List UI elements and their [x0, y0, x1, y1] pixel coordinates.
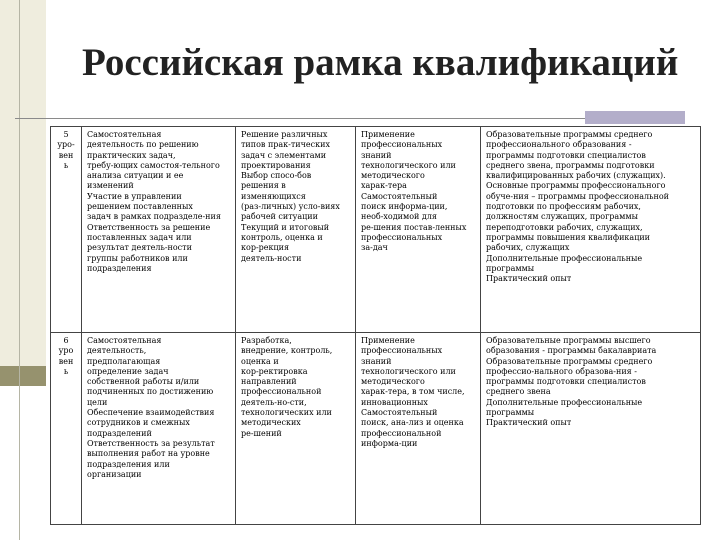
cell-text-line: Участие в управлении: [87, 191, 182, 201]
cell-text-line: рабочей ситуации: [241, 212, 318, 222]
cell-text-line: рабочих, служащих: [486, 243, 570, 253]
table-row: [51, 333, 701, 525]
cell-text-line: сотрудников и смежных: [87, 418, 190, 428]
cell-text-line: выполнения работ на уровне: [87, 449, 210, 459]
cell-text-line: технологического или: [361, 366, 456, 376]
cell-text-line: ь: [63, 160, 69, 170]
cell-text-line: Образовательные программы среднего: [486, 356, 653, 366]
cell-text-line: Применение: [361, 336, 415, 345]
cell-text-line: практических задач,: [87, 150, 176, 160]
cell-text-line: деятельность,: [87, 346, 147, 356]
cell-text-line: деятельность по решению: [87, 140, 199, 150]
cell-text-line: Применение: [361, 130, 415, 139]
cell-text-line: Дополнительные профессиональные: [486, 397, 643, 407]
cell-text-line: деятель-ности: [241, 253, 302, 263]
cell-text-line: Решение различных: [241, 130, 328, 139]
cell-text-line: Образовательные программы высшего: [486, 336, 651, 345]
decor-vertical-line: [19, 0, 20, 540]
title-underline: [15, 118, 585, 119]
cell-text-line: цели: [87, 397, 108, 407]
cell-text-line: Самостоятельный: [361, 408, 438, 418]
cell-text-line: Ответственность за результат: [87, 438, 215, 448]
cell-text-line: кор-ректировка: [241, 366, 308, 376]
cell-text-line: изменяющихся: [241, 191, 306, 201]
cell-text-line: Ответственность за решение: [87, 222, 211, 232]
cell-text-line: харак-тера, в том числе,: [361, 387, 465, 397]
decor-accent-bar: [585, 111, 685, 124]
competence-cell: [82, 333, 236, 525]
cell-text-line: типов прак-тических: [241, 140, 330, 150]
cell-text-line: задач в рамках подразделе-ния: [87, 212, 221, 222]
knowledge-cell: [356, 127, 481, 333]
level-cell: [51, 333, 82, 525]
cell-text-line: Самостоятельная: [87, 130, 162, 139]
cell-text-line: программы: [486, 263, 535, 273]
cell-text-line: профессиональных: [361, 346, 443, 356]
decor-left-panel: [0, 0, 46, 366]
level-cell: [51, 127, 82, 333]
cell-text-line: подразделения или: [87, 459, 170, 469]
skills-cell: [236, 127, 356, 333]
cell-text-line: Самостоятельный: [361, 191, 438, 201]
cell-text-line: вен: [58, 150, 74, 160]
cell-text-line: программы: [486, 408, 535, 418]
cell-text-line: направлений: [241, 377, 297, 387]
cell-text-line: кор-рекция: [241, 243, 290, 253]
cell-text-line: уро-: [57, 140, 75, 150]
cell-text-line: задач с элементами: [241, 150, 327, 160]
cell-text-line: собственной работы и/или: [87, 377, 200, 387]
cell-text-line: результат деятель-ности: [87, 243, 192, 253]
cell-text-line: профессиональной: [241, 387, 322, 397]
page-title: Российская рамка квалификаций: [82, 41, 679, 84]
cell-text-line: квалифицированных рабочих (служащих).: [486, 171, 666, 181]
cell-text-line: решения в: [241, 181, 286, 191]
cell-text-line: программы повышения квалификации: [486, 232, 651, 242]
cell-text-line: профессио-нального образова-ния -: [486, 366, 637, 376]
cell-text-line: уро: [58, 346, 74, 356]
cell-text-line: среднего звена, программы подготовки: [486, 160, 655, 170]
cell-text-line: Практический опыт: [486, 418, 572, 428]
cell-text-line: ре-шений: [241, 428, 282, 438]
cell-text-line: переподготовки рабочих, служащих,: [486, 222, 643, 232]
cell-text-line: технологического или: [361, 160, 456, 170]
cell-text-line: организации: [87, 469, 142, 479]
cell-text-line: оценка и: [241, 356, 279, 366]
decor-left-accent: [0, 366, 46, 386]
cell-text-line: требу-ющих самостоя-тельного: [87, 160, 220, 170]
cell-text-line: подчиненных по достижению: [87, 387, 214, 397]
competence-cell: [82, 127, 236, 333]
cell-text-line: за-дач: [361, 243, 388, 253]
cell-text-line: анализа ситуации и ее: [87, 171, 184, 181]
cell-text-line: инновационных: [361, 397, 428, 407]
cell-text-line: решением поставленных: [87, 202, 193, 212]
cell-text-line: обуче-ния – программы профессиональной: [486, 191, 669, 201]
cell-text-line: поиск информа-ции,: [361, 202, 448, 212]
cell-text-line: программы подготовки специалистов: [486, 377, 646, 387]
cell-text-line: Основные программы профессионального: [486, 181, 666, 191]
cell-text-line: профессиональной: [361, 428, 442, 438]
qualification-table: [50, 126, 701, 525]
cell-text-line: Дополнительные профессиональные: [486, 253, 643, 263]
cell-text-line: изменений: [87, 181, 134, 191]
cell-text-line: подготовки по профессиям рабочих,: [486, 202, 641, 212]
cell-text-line: харак-тера: [361, 181, 407, 191]
cell-text-line: должностям служащих, программы: [486, 212, 638, 222]
cell-text-line: методического: [361, 171, 425, 181]
cell-text-line: подразделений: [87, 428, 152, 438]
cell-text-line: вен: [58, 356, 74, 366]
cell-text-line: ре-шения постав-ленных: [361, 222, 467, 232]
cell-text-line: образования - программы бакалавриата: [486, 346, 657, 356]
cell-text-line: предполагающая: [87, 356, 161, 366]
cell-text-line: среднего звена: [486, 387, 551, 397]
cell-text-line: внедрение, контроль,: [241, 346, 333, 356]
cell-text-line: поставленных задач или: [87, 232, 192, 242]
cell-text-line: 5: [63, 130, 69, 139]
skills-cell: [236, 333, 356, 525]
cell-text-line: методического: [361, 377, 425, 387]
cell-text-line: подразделения: [87, 263, 152, 273]
cell-text-line: контроль, оценка и: [241, 232, 323, 242]
cell-text-line: программы подготовки специалистов: [486, 150, 646, 160]
cell-text-line: профессиональных: [361, 232, 443, 242]
cell-text-line: знаний: [361, 150, 392, 160]
cell-text-line: информа-ции: [361, 438, 418, 448]
cell-text-line: ь: [63, 366, 69, 376]
cell-text-line: Самостоятельная: [87, 336, 162, 345]
cell-text-line: Практический опыт: [486, 274, 572, 284]
cell-text-line: профессиональных: [361, 140, 443, 150]
cell-text-line: Текущий и итоговый: [241, 222, 330, 232]
cell-text-line: 6: [63, 336, 69, 345]
cell-text-line: группы работников или: [87, 253, 188, 263]
cell-text-line: Выбор спосо-бов: [241, 171, 312, 181]
cell-text-line: знаний: [361, 356, 392, 366]
programs-cell: [481, 333, 701, 525]
knowledge-cell: [356, 333, 481, 525]
cell-text-line: проектирования: [241, 160, 311, 170]
cell-text-line: Обеспечение взаимодействия: [87, 408, 215, 418]
cell-text-line: профессионального образования -: [486, 140, 632, 150]
cell-text-line: поиск, ана-лиз и оценка: [361, 418, 464, 428]
cell-text-line: Разработка,: [241, 336, 292, 345]
cell-text-line: необ-ходимой для: [361, 212, 437, 222]
cell-text-line: определение задач: [87, 366, 169, 376]
cell-text-line: технологических или: [241, 408, 332, 418]
programs-cell: [481, 127, 701, 333]
cell-text-line: Образовательные программы среднего: [486, 130, 653, 139]
cell-text-line: методических: [241, 418, 301, 428]
cell-text-line: деятель-но-сти,: [241, 397, 307, 407]
table-row: [51, 127, 701, 333]
cell-text-line: (раз-личных) усло-виях: [241, 202, 340, 212]
